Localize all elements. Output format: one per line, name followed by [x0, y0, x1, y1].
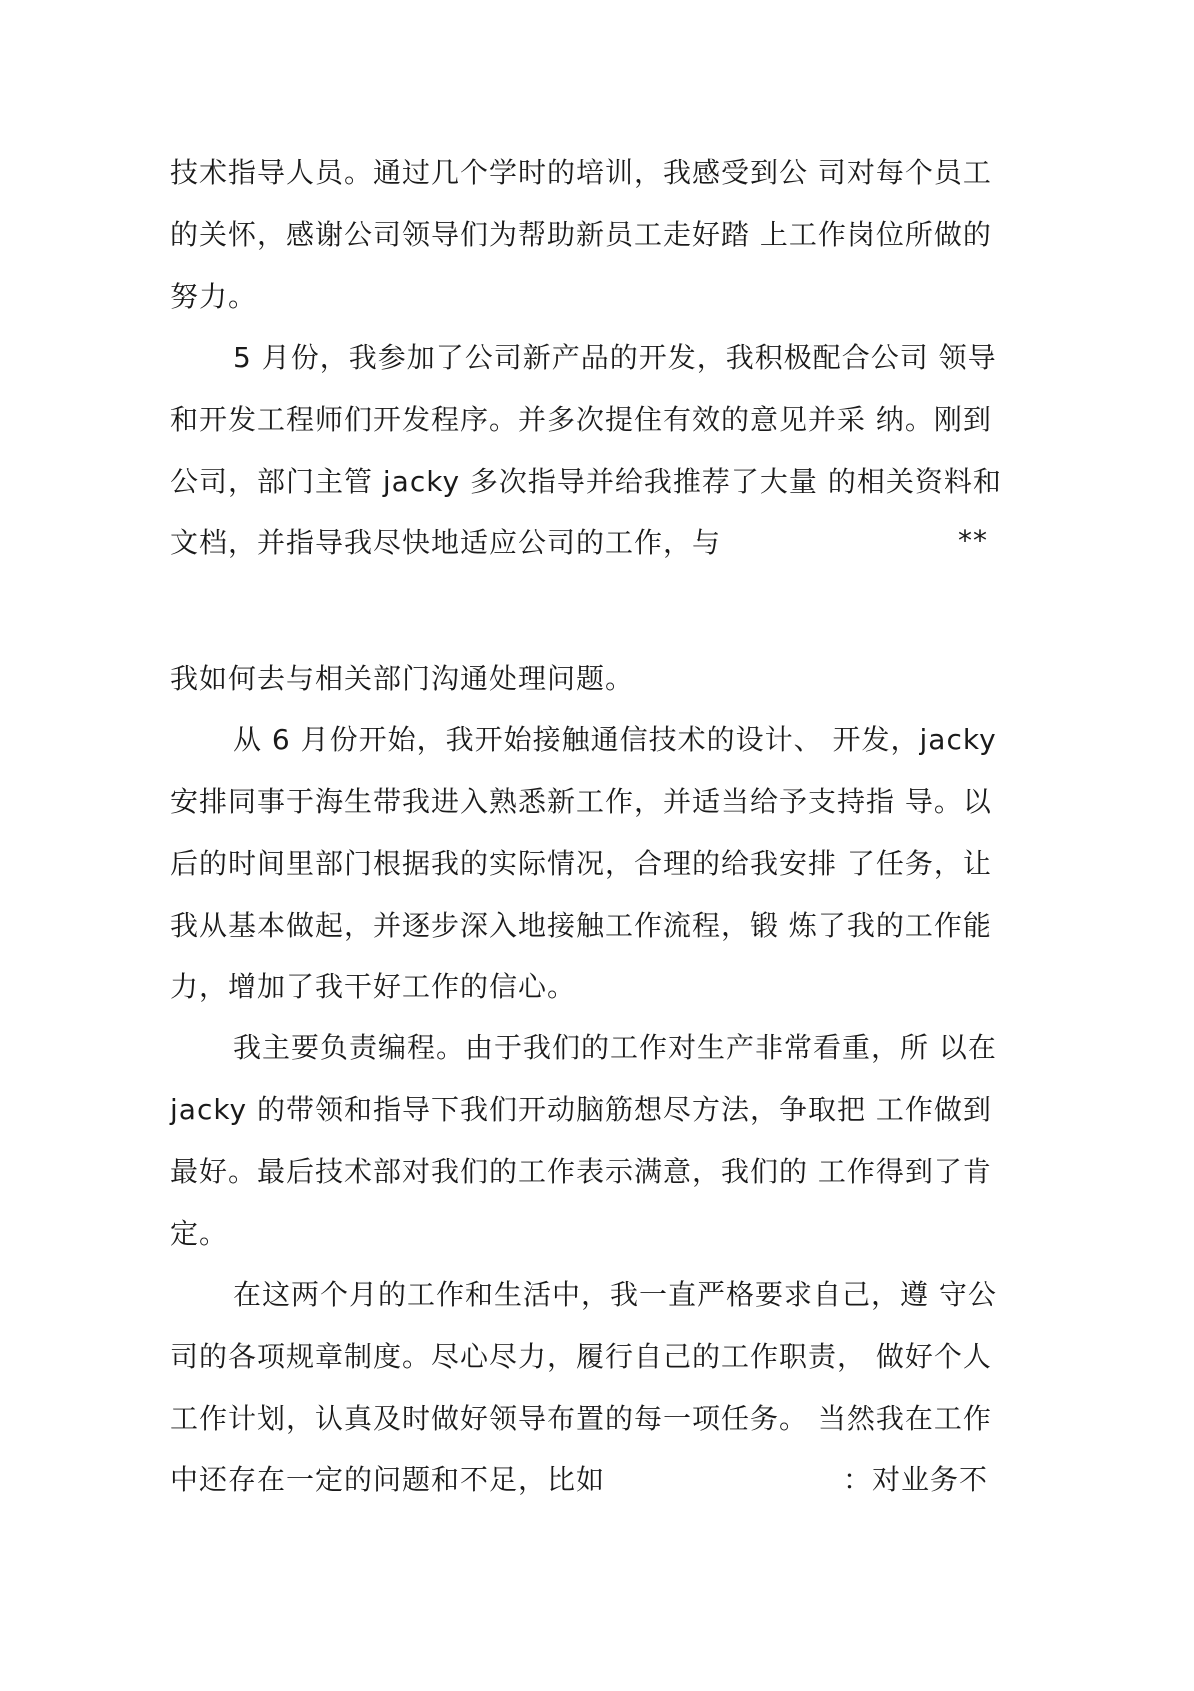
text-line: 的关怀，感谢公司领导们为帮助新员工走好踏 上工作岗位所做的 — [170, 218, 992, 251]
text-line: 公司，部门主管 jacky 多次指导并给我推荐了大量 的相关资料和 — [170, 465, 1002, 498]
asterisk-mark: ** — [958, 524, 988, 557]
text-line-tail: ：对业务不 — [842, 1463, 988, 1496]
text-line: 努力。 — [170, 280, 258, 313]
text-line: 我主要负责编程。由于我们的工作对生产非常看重，所 以在 — [233, 1031, 997, 1064]
text-line: 定。 — [170, 1217, 229, 1250]
text-line: 安排同事于海生带我进入熟悉新工作，并适当给予支持指 导。以 — [170, 785, 992, 818]
text-line: 技术指导人员。通过几个学时的培训，我感受到公 司对每个员工 — [170, 156, 992, 189]
text-line: 最好。最后技术部对我们的工作表示满意，我们的 工作得到了肯 — [170, 1155, 992, 1188]
text-line: jacky 的带领和指导下我们开动脑筋想尽方法，争取把 工作做到 — [170, 1093, 992, 1126]
text-line: 从 6 月份开始，我开始接触通信技术的设计、 开发，jacky — [233, 723, 997, 756]
text-line: 我从基本做起，并逐步深入地接触工作流程，锻 炼了我的工作能 — [170, 909, 992, 942]
text-line: 司的各项规章制度。尽心尽力，履行自己的工作职责， 做好个人 — [170, 1340, 992, 1373]
text-line: 工作计划，认真及时做好领导布置的每一项任务。 当然我在工作 — [170, 1402, 992, 1435]
text-line: 和开发工程师们开发程序。并多次提住有效的意见并采 纳。刚到 — [170, 403, 992, 436]
text-line: 中还存在一定的问题和不足，比如 — [170, 1463, 606, 1496]
text-line: 后的时间里部门根据我的实际情况，合理的给我安排 了任务，让 — [170, 847, 992, 880]
text-line: 在这两个月的工作和生活中，我一直严格要求自己，遵 守公 — [233, 1278, 997, 1311]
text-line: 5 月份，我参加了公司新产品的开发，我积极配合公司 领导 — [233, 341, 997, 374]
text-line: 我如何去与相关部门沟通处理问题。 — [170, 662, 635, 695]
text-line: 力，增加了我干好工作的信心。 — [170, 970, 577, 1003]
text-line: 文档，并指导我尽快地适应公司的工作，与 — [170, 526, 722, 559]
